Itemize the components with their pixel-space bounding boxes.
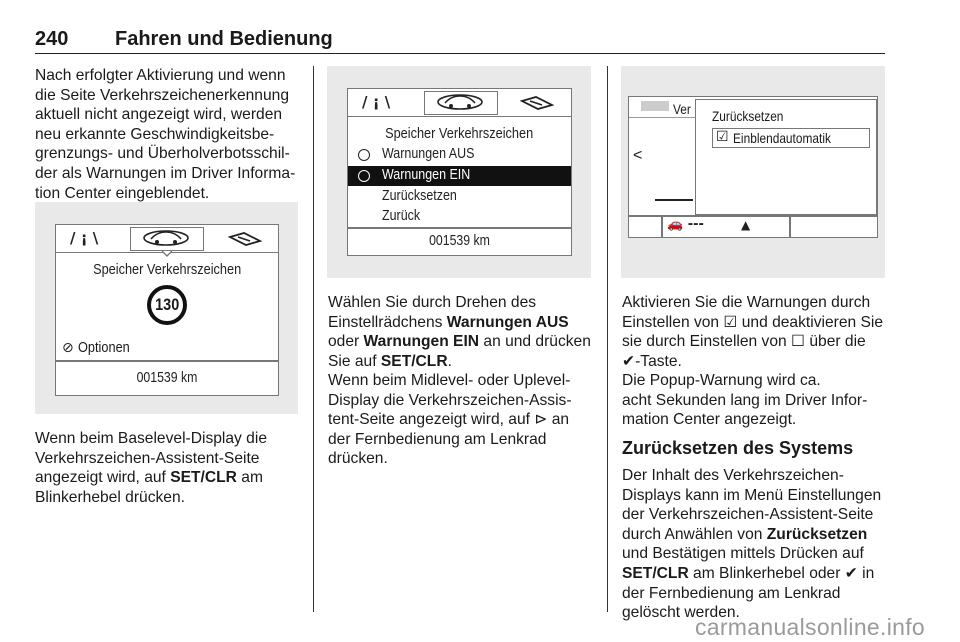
screen-title [56, 261, 278, 278]
text-line: SET/CLR am Blinkerhebel oder ✔ in [622, 564, 875, 582]
active-tab [424, 91, 498, 115]
options-row [62, 339, 139, 356]
road-sign-icon [520, 95, 554, 111]
checkbox-label: Einblendautomatik [733, 130, 831, 146]
text-line: Verkehrszeichen-Assistent-Seite [35, 449, 260, 467]
text-line: Der Inhalt des Verkehrszeichen- [622, 467, 844, 484]
text-line: sie durch Einstellen von ☐ über die [622, 333, 866, 351]
nav-left-arrow-icon[interactable]: < [633, 147, 643, 164]
car-sign-icon: 🚗 --- [667, 217, 704, 232]
text-line: grenzungs- und Überholverbotsschil- [35, 145, 290, 163]
screen-divider [56, 360, 278, 362]
bold-term: SET/CLR [170, 469, 237, 487]
road-sign-icon [228, 231, 262, 247]
text-line: drücken. [328, 450, 388, 468]
text-line: ✔-Taste. [622, 352, 682, 370]
text-line: Aktivieren Sie die Warnungen durch [622, 294, 871, 311]
checkbox-empty-icon: ☐ [791, 333, 806, 351]
options-label: Optionen [77, 339, 130, 356]
text-line: Displays kann im Menü Einstellungen [622, 486, 882, 504]
text-line: der Fernbedienung am Lenkrad [622, 584, 841, 602]
checkbox-checked-icon: ☑ [723, 313, 738, 331]
car-icon [131, 228, 201, 248]
radio-icon [358, 149, 370, 161]
text-line: gelöscht werden. [622, 604, 740, 622]
col1-intro-paragraph [35, 66, 305, 203]
cell-divider [661, 216, 663, 238]
check-circle-icon: ⊘ [62, 340, 74, 356]
checkmark-icon: ✔ [844, 564, 858, 582]
text-line: angezeigt wird, auf SET/CLR am [35, 469, 263, 487]
text-line: neu erkannte Geschwindigkeitsbe- [35, 125, 275, 143]
warning-sign-icon: ▲ [741, 218, 751, 232]
text-line: der als Warnungen im Driver Informa- [35, 164, 296, 182]
figure-warning-menu [327, 66, 591, 278]
bold-term: SET/CLR [622, 564, 689, 582]
col2-paragraph-2 [328, 371, 600, 469]
speed-limit-value: 130 [154, 295, 180, 314]
tab-pointer-icon [162, 251, 172, 257]
text-line: acht Sekunden lang im Driver Infor- [622, 391, 868, 409]
text-line: tion Center eingeblendet. [35, 184, 210, 202]
col2-paragraph-1 [328, 293, 600, 371]
faded-icon [641, 101, 669, 111]
road-assist-icon: / ¡ \ [362, 93, 391, 111]
text-line: Einstellen von ☑ und deaktivieren Sie [622, 313, 884, 331]
text-line: Wenn beim Baselevel-Display die [35, 430, 267, 447]
menu-item-back[interactable]: Zurück [382, 208, 421, 224]
popup-checkbox-item[interactable] [712, 128, 870, 148]
column-divider-2 [607, 66, 608, 612]
text-line: der Fernbedienung am Lenkrad [328, 430, 547, 448]
text-line: Sie auf SET/CLR. [328, 352, 452, 370]
text-line: Nach erfolgter Aktivierung und wenn [35, 67, 286, 84]
dic-top-bar [348, 89, 571, 117]
text-line: durch Anwählen von Zurücksetzen [622, 525, 868, 543]
text-line: Display die Verkehrszeichen-Assis- [328, 391, 572, 409]
bold-term: Warnungen EIN [363, 333, 480, 351]
watermark: carmanualsonline.info [694, 614, 925, 640]
col3-paragraph-3 [622, 466, 894, 623]
active-tab [130, 227, 204, 251]
text-line: und Bestätigen mittels Drücken auf [622, 545, 864, 563]
popup-window [695, 99, 877, 215]
dic-screen [55, 224, 279, 396]
menu-item-warnings-off[interactable]: Warnungen AUS [348, 145, 571, 165]
odometer-reading: 001539 km [136, 369, 198, 386]
page-header [35, 22, 885, 54]
col1-paragraph [35, 429, 305, 507]
checkbox-checked-icon: ☑ [716, 129, 729, 145]
text-line: die Seite Verkehrszeichenerkennung [35, 86, 289, 104]
text-line: Die Popup-Warnung wird ca. [622, 372, 821, 389]
column-divider-1 [313, 66, 314, 612]
partial-page-label: Ver [673, 101, 691, 117]
text-line: tent-Seite angezeigt wird, auf ⊳ an [328, 411, 570, 429]
col3-paragraph-1 [622, 293, 892, 371]
menu-item-warnings-on[interactable]: Warnungen EIN [348, 166, 571, 186]
section-heading: Zurücksetzen des Systems [622, 438, 854, 458]
odometer-reading: 001539 km [429, 232, 490, 249]
text-line: mation Center angezeigt. [622, 411, 797, 429]
road-assist-icon: / ¡ \ [70, 229, 99, 247]
text-line: Einstellrädchens Warnungen AUS [328, 313, 569, 331]
popup-title: Zurücksetzen [712, 108, 784, 124]
text-line: aktuell nicht angezeigt wird, werden [35, 106, 283, 124]
text-line: der Verkehrszeichen-Assistent-Seite [622, 506, 874, 524]
col3-paragraph-2 [622, 371, 892, 430]
text-line: Wenn beim Midlevel- oder Uplevel- [328, 372, 571, 389]
info-display-screen [628, 96, 878, 238]
text-line: Wählen Sie durch Drehen des [328, 294, 537, 311]
screen-title-text: Speicher Verkehrszeichen [92, 261, 242, 278]
speed-limit-sign [147, 285, 187, 325]
dic-screen [347, 88, 572, 256]
next-arrow-icon: ⊳ [534, 411, 548, 429]
car-icon [425, 92, 495, 112]
figure-info-display-popup [621, 66, 885, 278]
page-title: Fahren und Bedienung [115, 28, 333, 50]
radio-icon [358, 170, 370, 182]
separator-line [655, 199, 693, 201]
screen-title [348, 125, 571, 142]
text-line: Blinkerhebel drücken. [35, 488, 185, 506]
screen-title-text: Speicher Verkehrszeichen [385, 125, 534, 142]
figure-baselevel-display [35, 202, 298, 414]
bold-term: Warnungen AUS [446, 313, 569, 331]
bold-term: SET/CLR [380, 352, 448, 370]
menu-item-reset[interactable]: Zurücksetzen [382, 188, 457, 204]
page-number: 240 [35, 28, 69, 50]
dic-top-bar [56, 225, 278, 253]
text-line: oder Warnungen EIN an und drücken [328, 333, 591, 351]
screen-divider [348, 227, 571, 229]
bold-term: Zurücksetzen [766, 525, 868, 543]
cell-divider [789, 216, 791, 238]
checkmark-icon: ✔ [622, 352, 636, 370]
